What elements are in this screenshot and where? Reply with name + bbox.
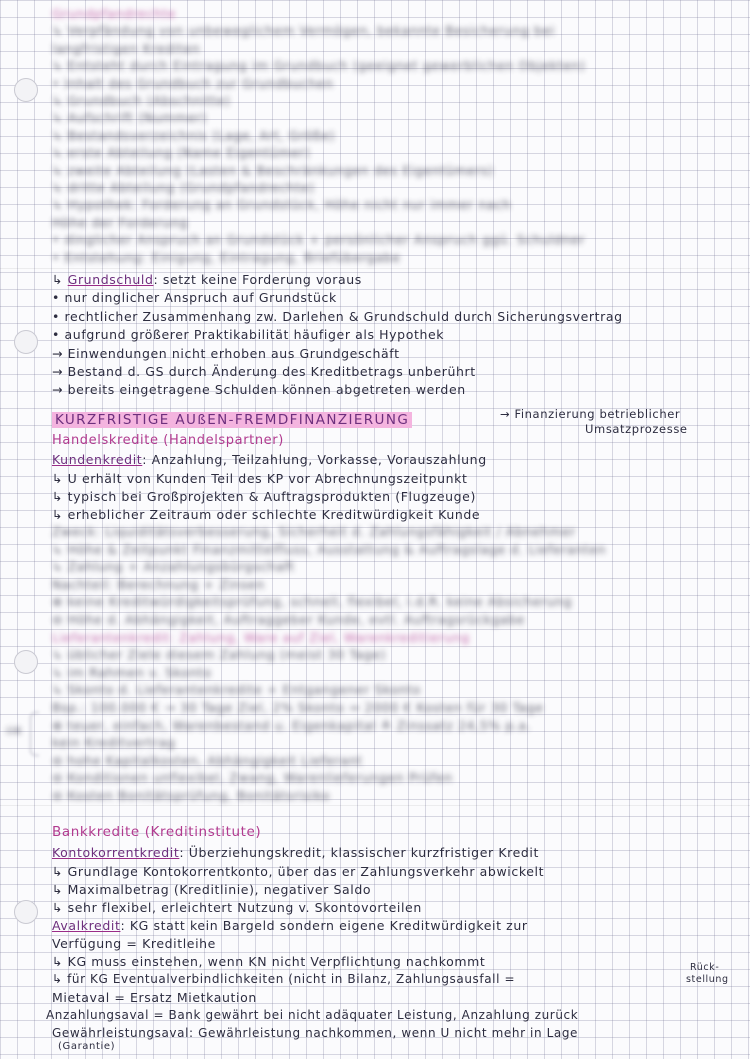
avalkredit-title: Avalkredit (52, 918, 121, 933)
grundschuld-line (52, 346, 400, 361)
blurred-line: ↳ Höhe & Zeitpunkt Finanzmittelfluss, Ausstattung & Auftragslage d. Lieferanten (52, 541, 607, 557)
blurred-line: ⊖ Konditionen unflexibel, Zwang, Warenlieferungen Prüfen (52, 770, 453, 786)
kk-line: ↳ Maximalbetrag (Kreditlinie), negativer Saldo (52, 882, 372, 897)
line-prefix: • nur dinglicher Anspruch auf Grundstück (52, 290, 337, 306)
blurred-line: Bsp.: 100.000 € → 30 Tage Ziel, 2% Skonto ⇒ 2000 € Kosten für 30 Tage (52, 700, 544, 715)
anzahlungsaval-line: Anzahlungsaval = Bank gewährt bei nicht adäquater Leistung, Anzahlung zurück (46, 1008, 579, 1022)
kontokorrent-title: Kontokorrentkredit (52, 845, 180, 860)
handelskredite-title: Handelskredite (Handelspartner) (52, 433, 284, 448)
blurred-line: ↳ im Rahmen v. Skonto (52, 664, 212, 680)
kundenkredit-line (52, 452, 487, 467)
blurred-line: ↳ zweite Abteilung (Lasten & Beschränkungen des Eigentümers) (52, 162, 494, 178)
kundenkredit-text: : Anzahlung, Teilzahlung, Vorkasse, Vorauszahlung (142, 452, 487, 467)
grundschuld-line (52, 327, 444, 342)
aval-line: ↳ KG muss einstehen, wenn KN nicht Verpflichtung nachkommt (52, 954, 486, 969)
line-prefix: • aufgrund größerer Praktikabilität häufiger als Hypothek (52, 327, 445, 343)
kk-line: ↳ sehr flexibel, erleichtert Nutzung v. Skontovorteilen (52, 900, 422, 915)
line-prefix: → Einwendungen nicht erhoben aus Grundgeschäft (52, 345, 400, 361)
rueckstellung-note: Rück- (690, 962, 720, 973)
kundenkredit-detail: ↳ typisch bei Großprojekten & Auftragsprodukten (Flugzeuge) (52, 489, 476, 504)
blurred-line: ↳ Aufschrift (Nummer) (52, 110, 208, 126)
blurred-line: ↳ Zahlung + Anzahlungsbürgschaft (52, 559, 295, 575)
avalkredit-text: : KG statt kein Bargeld sondern eigene Kreditwürdigkeit zur (120, 918, 528, 933)
grundschuld-term: Grundschuld (67, 272, 154, 287)
grundschuld-line (52, 309, 623, 324)
blurred-top-section (0, 0, 750, 268)
kundenkredit-title: Kundenkredit (52, 452, 143, 467)
heading-note-2: Umsatzprozesse (585, 422, 688, 436)
margin-mark: OB (6, 726, 22, 737)
kundenkredit-detail: ↳ U erhält von Kunden Teil des KP vor Abrechnungszeitpunkt (52, 471, 468, 486)
aval-line: Verfügung = Kreditleihe (52, 936, 216, 951)
blurred-line: langfristigen Krediten (52, 40, 201, 56)
blurred-line: • Inhalt des Grundbuch zur Grundbuchen (52, 75, 334, 91)
blurred-line: ⊖ Kosten Bonitätsprüfung, Bonitätsrisiko (52, 788, 331, 803)
blurred-line: ↳ Hypothek: Forderung an Grundstück, Höhe nicht nur immer nach (52, 197, 512, 213)
mietaval-line: Mietaval = Ersatz Mietkaution (52, 990, 257, 1005)
garantie-note: (Garantie) (58, 1041, 116, 1052)
blurred-line: Zweck: Liquiditätsverbesserung, Sicherheit d. Zahlungsfähigkeit / Abnehmer (52, 524, 576, 539)
line-text: : setzt keine Forderung voraus (153, 272, 362, 287)
blurred-line: ⊖ hohe Kapitalkosten, Abhängigkeit Lieferant (52, 752, 363, 768)
blurred-line: Grundpfandrechte (52, 6, 176, 21)
blurred-line: Höhe der Forderung (52, 214, 189, 230)
blurred-line: Nachteil: Berechnung + Zinsen (52, 576, 265, 592)
binder-hole (14, 330, 38, 354)
blurred-line: ↳ Entsteht durch Eintragung im Grundbuch (geeignet gewerblichen Objekten) (52, 58, 586, 74)
blurred-line: ↳ Grundbuch (Abschnitte) (52, 93, 231, 108)
kundenkredit-detail: ↳ erheblicher Zeitraum oder schlechte Kreditwürdigkeit Kunde (52, 507, 481, 522)
line-prefix: → Bestand d. GS durch Änderung des Kreditbetrags unberührt (52, 364, 476, 379)
kontokorrent-line (52, 845, 539, 860)
blurred-line: ⊕ keine Kreditwürdigkeitsprüfung, schnell, flexibel, i.d.R. keine Absicherung (52, 594, 573, 610)
avalkredit-line (52, 918, 528, 933)
rueckstellung-note-2: stellung (686, 974, 729, 985)
grundschuld-line (52, 382, 466, 397)
kk-line: ↳ Grundlage Kontokorrentkonto, über das er Zahlungsverkehr abwickelt (52, 864, 545, 879)
bankkredite-title: Bankkredite (Kreditinstitute) (52, 824, 262, 840)
blurred-line: • Entstehung: Einigung, Eintragung, Briefübergabe (52, 249, 401, 265)
blurred-line: ⊖ Höhe d. Abhängigkeit, Auftraggeber Kunde, evtl. Auftragsrückgabe (52, 612, 525, 627)
aval-line: ↳ für KG Eventualverbindlichkeiten (nicht in Bilanz, Zahlungsausfall = (52, 972, 516, 986)
blurred-line: kein Kreditvertrag (52, 735, 176, 751)
blurred-line: ↳ üblicher Ziele diesem Zahlung (meist 30 Tage) (52, 647, 386, 663)
grundschuld-line (52, 364, 476, 379)
fold-line (0, 268, 750, 269)
grundschuld-line (52, 272, 362, 287)
blurred-line: ↳ Verpfändung von unbeweglichem Vermögen, bekannte Besicherung bei (52, 23, 555, 39)
blurred-line: ↳ dritte Abteilung (Grundpfandrechte) (52, 180, 315, 195)
line-prefix: • rechtlicher Zusammenhang zw. Darlehen & Grundschuld durch Sicherungsvertrag (52, 308, 623, 324)
kontokorrent-text: : Überziehungskredit, klassischer kurzfristiger Kredit (179, 845, 539, 860)
grundschuld-line (52, 290, 337, 305)
section-heading (52, 412, 412, 428)
blurred-line: ↳ Bestandsverzeichnis (Lage, Art, Größe) (52, 127, 336, 143)
blurred-line: ⊕ teuer, einfach, Warenbestand u. Eigenkapital ≙ Zinssatz 24,5% p.a. (52, 717, 532, 733)
blurred-line: Lieferantenkredit: Zahlung, Ware auf Ziel, Warenkreditierung (52, 629, 470, 645)
gewaehrleistungsaval-line: Gewährleistungsaval: Gewährleistung nachkommen, wenn U nicht mehr in Lage (52, 1026, 579, 1040)
blurred-line: • dinglicher Anspruch an Grundstück + persönlicher Anspruch ggü. Schuldner (52, 232, 586, 248)
fold-line (0, 805, 750, 806)
heading-note: → Finanzierung betrieblicher (500, 407, 681, 421)
margin-bracket (30, 712, 39, 756)
heading-highlight: KURZFRISTIGE AUßEN-FREMDFINANZIERUNG (52, 412, 412, 428)
blurred-line: ↳ Skonto d. Lieferantenkredite + Entgangener Skonto (52, 682, 421, 698)
binder-hole (14, 900, 38, 924)
blurred-line: ↳ erste Abteilung (Name Eigentümer) (52, 145, 311, 161)
line-prefix: ↳ (52, 272, 68, 287)
line-prefix: → bereits eingetragene Schulden können abgetreten werden (52, 382, 466, 398)
blurred-middle-section (0, 520, 750, 805)
